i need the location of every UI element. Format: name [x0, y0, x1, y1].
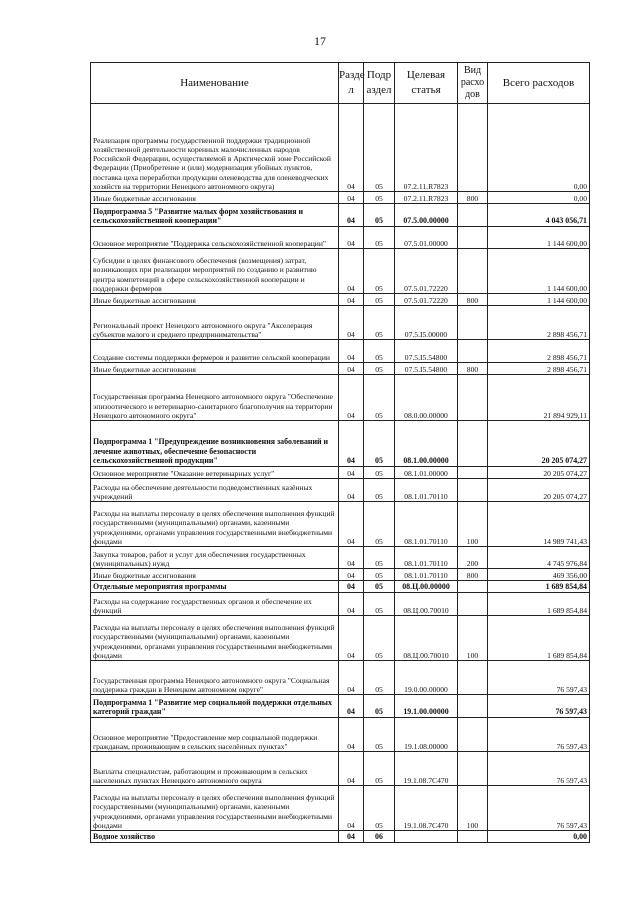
- row-target-article-cell: 19.0.00.00000: [395, 661, 458, 695]
- table-row: [91, 363, 590, 375]
- row-podrazdel-cell: 05: [364, 249, 395, 294]
- row-target-article-cell: 08.1.01.70110: [395, 569, 458, 581]
- row-name-cell: Водное хозяйство: [91, 831, 339, 843]
- row-total-cell: 4 043 056,71: [488, 204, 590, 227]
- row-razdel-cell: 04: [339, 695, 364, 718]
- row-razdel-cell: 04: [339, 104, 364, 192]
- row-target-article-cell: 08.0.00.00000: [395, 375, 458, 421]
- row-expense-type-cell: [458, 306, 488, 340]
- row-name-cell: Основное мероприятие "Оказание ветеринарных услуг": [91, 467, 339, 479]
- row-name-cell: Расходы на выплаты персоналу в целях обеспечения выполнения функций государственными (муниципальными) органами, казенными учреждениями, органами управления государственными внебюджетными фондами: [91, 502, 339, 547]
- row-podrazdel-cell: 05: [364, 581, 395, 593]
- row-podrazdel-cell: 05: [364, 752, 395, 786]
- row-name-cell: Иные бюджетные ассигнования: [91, 569, 339, 581]
- row-razdel-cell: 04: [339, 467, 364, 479]
- header-target-article: Целевая статья: [395, 63, 458, 104]
- row-total-cell: 2 898 456,71: [488, 306, 590, 340]
- row-expense-type-cell: [458, 204, 488, 227]
- row-podrazdel-cell: 05: [364, 661, 395, 695]
- row-razdel-cell: 04: [339, 547, 364, 569]
- row-razdel-cell: 04: [339, 192, 364, 204]
- row-razdel-cell: 04: [339, 661, 364, 695]
- row-expense-type-cell: [458, 581, 488, 593]
- row-razdel-cell: 04: [339, 227, 364, 249]
- row-razdel-cell: 04: [339, 479, 364, 502]
- row-name-cell: Расходы на содержание государственных органов и обеспечение их функций: [91, 593, 339, 616]
- budget-table: [90, 62, 590, 843]
- table-body: [91, 104, 590, 843]
- row-name-cell: Отдельные мероприятия программы: [91, 581, 339, 593]
- row-podrazdel-cell: 05: [364, 718, 395, 752]
- row-name-cell: Подпрограмма 1 "Развитие мер социальной поддержки отдельных категорий граждан": [91, 695, 339, 718]
- row-podrazdel-cell: 05: [364, 593, 395, 616]
- row-expense-type-cell: [458, 340, 488, 363]
- row-expense-type-cell: 100: [458, 616, 488, 661]
- row-razdel-cell: 04: [339, 569, 364, 581]
- row-name-cell: Расходы на обеспечение деятельности подведомственных казённых учреждений: [91, 479, 339, 502]
- row-expense-type-cell: [458, 479, 488, 502]
- row-name-cell: Основное мероприятие "Предоставление мер социальной поддержки гражданам, проживающим в сельских населённых пунктах": [91, 718, 339, 752]
- table-row: [91, 340, 590, 363]
- row-target-article-cell: 07.5.I5.00000: [395, 306, 458, 340]
- row-razdel-cell: 04: [339, 249, 364, 294]
- header-razdel: Разде л: [339, 63, 364, 104]
- row-target-article-cell: 07.5.01.00000: [395, 227, 458, 249]
- row-expense-type-cell: 100: [458, 502, 488, 547]
- row-expense-type-cell: 100: [458, 786, 488, 831]
- table-row: [91, 375, 590, 421]
- row-expense-type-cell: [458, 421, 488, 467]
- table-row: [91, 569, 590, 581]
- row-total-cell: 76 597,43: [488, 752, 590, 786]
- header-total-expenses: Всего расходов: [488, 63, 590, 104]
- row-target-article-cell: 08.Ц.00.70010: [395, 593, 458, 616]
- row-podrazdel-cell: 05: [364, 363, 395, 375]
- row-total-cell: 14 989 741,43: [488, 502, 590, 547]
- row-podrazdel-cell: 05: [364, 502, 395, 547]
- row-expense-type-cell: [458, 467, 488, 479]
- row-razdel-cell: 04: [339, 786, 364, 831]
- row-total-cell: 1 144 600,00: [488, 227, 590, 249]
- row-expense-type-cell: 800: [458, 363, 488, 375]
- page-number: 17: [314, 34, 326, 48]
- row-total-cell: 4 745 976,84: [488, 547, 590, 569]
- row-target-article-cell: 08.1.01.00000: [395, 467, 458, 479]
- table-row: [91, 581, 590, 593]
- row-podrazdel-cell: 05: [364, 569, 395, 581]
- row-razdel-cell: 04: [339, 616, 364, 661]
- table-row: [91, 467, 590, 479]
- header-expense-type: Вид расхо дов: [458, 63, 488, 104]
- row-name-cell: Реализация программы государственной поддержки традиционной хозяйственной деятельности коренных малочисленных народов Российской Федерации, осуществляемой в Арктической зоне Российской Федерации (Приобретение и (или) модернизация убойных пунктов, поставка цеха переработки продукции оленеводства для оленеводческих хозяйств на территории Ненецкого автономного округа): [91, 104, 339, 192]
- row-name-cell: Подпрограмма 5 "Развитие малых форм хозяйствования и сельскохозяйственной кооперации": [91, 204, 339, 227]
- row-target-article-cell: 08.1.01.70110: [395, 502, 458, 547]
- row-razdel-cell: 04: [339, 718, 364, 752]
- row-name-cell: Иные бюджетные ассигнования: [91, 363, 339, 375]
- table-row: [91, 227, 590, 249]
- row-target-article-cell: 07.2.11.R7823: [395, 192, 458, 204]
- row-expense-type-cell: [458, 695, 488, 718]
- table-row: [91, 192, 590, 204]
- table-row: [91, 718, 590, 752]
- row-expense-type-cell: [458, 831, 488, 843]
- row-total-cell: 20 205 074,27: [488, 479, 590, 502]
- row-name-cell: Создание системы поддержки фермеров и развитие сельской кооперации: [91, 340, 339, 363]
- row-name-cell: Закупка товаров, работ и услуг для обеспечения государственных (муниципальных) нужд: [91, 547, 339, 569]
- row-razdel-cell: 04: [339, 502, 364, 547]
- row-podrazdel-cell: 05: [364, 227, 395, 249]
- row-total-cell: 76 597,43: [488, 786, 590, 831]
- row-razdel-cell: 04: [339, 306, 364, 340]
- row-total-cell: 20 205 074,27: [488, 421, 590, 467]
- table-row: [91, 616, 590, 661]
- table-row: [91, 479, 590, 502]
- row-total-cell: 2 898 456,71: [488, 340, 590, 363]
- row-name-cell: Иные бюджетные ассигнования: [91, 294, 339, 306]
- row-name-cell: Иные бюджетные ассигнования: [91, 192, 339, 204]
- table-row: [91, 204, 590, 227]
- row-razdel-cell: 04: [339, 421, 364, 467]
- row-razdel-cell: 04: [339, 831, 364, 843]
- row-name-cell: Расходы на выплаты персоналу в целях обеспечения выполнения функций государственными (муниципальными) органами, казенными учреждениями, органами управления государственными внебюджетными фондами: [91, 616, 339, 661]
- row-expense-type-cell: 800: [458, 294, 488, 306]
- row-name-cell: Государственная программа Ненецкого автономного округа "Социальная поддержка граждан в Ненецком автономном округе": [91, 661, 339, 695]
- row-expense-type-cell: [458, 718, 488, 752]
- row-podrazdel-cell: 05: [364, 375, 395, 421]
- row-razdel-cell: 04: [339, 204, 364, 227]
- table-row: [91, 661, 590, 695]
- table-row: [91, 752, 590, 786]
- row-podrazdel-cell: 05: [364, 547, 395, 569]
- row-razdel-cell: 04: [339, 375, 364, 421]
- row-target-article-cell: 07.5.I5.54800: [395, 363, 458, 375]
- row-total-cell: 21 894 929,11: [488, 375, 590, 421]
- row-name-cell: Подпрограмма 1 "Предупреждение возникновения заболеваний и лечение животных, обеспечение безопасности сельскохозяйственной продукции": [91, 421, 339, 467]
- row-podrazdel-cell: 05: [364, 421, 395, 467]
- row-total-cell: 76 597,43: [488, 695, 590, 718]
- row-total-cell: 20 205 074,27: [488, 467, 590, 479]
- row-total-cell: 1 689 854,84: [488, 616, 590, 661]
- table-row: [91, 502, 590, 547]
- row-podrazdel-cell: 05: [364, 294, 395, 306]
- row-expense-type-cell: 200: [458, 547, 488, 569]
- table-row: [91, 306, 590, 340]
- table-row: [91, 294, 590, 306]
- row-expense-type-cell: 800: [458, 192, 488, 204]
- row-name-cell: Выплаты специалистам, работающим и проживающим в сельских населенных пунктах Ненецкого автономного округа: [91, 752, 339, 786]
- row-target-article-cell: [395, 831, 458, 843]
- table-row: [91, 831, 590, 843]
- row-target-article-cell: 07.2.11.R7823: [395, 104, 458, 192]
- table-row: [91, 249, 590, 294]
- row-name-cell: Расходы на выплаты персоналу в целях обеспечения выполнения функций государственными (муниципальными) органами, казенными учреждениями, органами управления государственными внебюджетными фондами: [91, 786, 339, 831]
- table-row: [91, 695, 590, 718]
- row-expense-type-cell: [458, 661, 488, 695]
- row-podrazdel-cell: 05: [364, 104, 395, 192]
- row-total-cell: 2 898 456,71: [488, 363, 590, 375]
- row-target-article-cell: 19.1.00.00000: [395, 695, 458, 718]
- row-podrazdel-cell: 05: [364, 204, 395, 227]
- row-podrazdel-cell: 05: [364, 695, 395, 718]
- row-target-article-cell: 07.5.01.72220: [395, 249, 458, 294]
- row-target-article-cell: 08.1.01.70110: [395, 479, 458, 502]
- row-total-cell: 1 689 854,84: [488, 593, 590, 616]
- row-podrazdel-cell: 06: [364, 831, 395, 843]
- row-target-article-cell: 07.5.01.72220: [395, 294, 458, 306]
- row-target-article-cell: 19.1.08.7С470: [395, 786, 458, 831]
- row-target-article-cell: 08.Ц.00.00000: [395, 581, 458, 593]
- row-target-article-cell: 19.1.08.00000: [395, 718, 458, 752]
- row-target-article-cell: 08.Ц.00.70010: [395, 616, 458, 661]
- row-podrazdel-cell: 05: [364, 192, 395, 204]
- row-expense-type-cell: [458, 249, 488, 294]
- row-total-cell: 1 144 600,00: [488, 294, 590, 306]
- row-podrazdel-cell: 05: [364, 479, 395, 502]
- row-name-cell: Региональный проект Ненецкого автономного округа "Акселерация субъектов малого и среднего предпринимательства": [91, 306, 339, 340]
- row-total-cell: 1 689 854,84: [488, 581, 590, 593]
- table-row: [91, 786, 590, 831]
- row-expense-type-cell: [458, 375, 488, 421]
- row-total-cell: 1 144 600,00: [488, 249, 590, 294]
- table-row: [91, 593, 590, 616]
- row-total-cell: 0,00: [488, 831, 590, 843]
- row-podrazdel-cell: 05: [364, 616, 395, 661]
- row-expense-type-cell: 800: [458, 569, 488, 581]
- header-name: Наименование: [91, 63, 339, 104]
- row-expense-type-cell: [458, 104, 488, 192]
- row-target-article-cell: 07.5.I5.54800: [395, 340, 458, 363]
- row-razdel-cell: 04: [339, 340, 364, 363]
- row-target-article-cell: 19.1.08.7С470: [395, 752, 458, 786]
- table-row: [91, 104, 590, 192]
- row-name-cell: Государственная программа Ненецкого автономного округа "Обеспечение эпизоотического и ветеринарно-санитарного благополучия на территории Ненецкого автономного округа": [91, 375, 339, 421]
- table-row: [91, 421, 590, 467]
- row-razdel-cell: 04: [339, 294, 364, 306]
- row-razdel-cell: 04: [339, 752, 364, 786]
- row-name-cell: Основное мероприятие "Поддержка сельскохозяйственной кооперации": [91, 227, 339, 249]
- row-total-cell: 76 597,43: [488, 661, 590, 695]
- row-podrazdel-cell: 05: [364, 340, 395, 363]
- row-total-cell: 0,00: [488, 104, 590, 192]
- row-target-article-cell: 08.1.01.70110: [395, 547, 458, 569]
- row-razdel-cell: 04: [339, 363, 364, 375]
- row-expense-type-cell: [458, 593, 488, 616]
- row-razdel-cell: 04: [339, 593, 364, 616]
- row-total-cell: 469 356,00: [488, 569, 590, 581]
- row-podrazdel-cell: 05: [364, 306, 395, 340]
- row-total-cell: 0,00: [488, 192, 590, 204]
- row-total-cell: 76 597,43: [488, 718, 590, 752]
- row-podrazdel-cell: 05: [364, 467, 395, 479]
- row-expense-type-cell: [458, 227, 488, 249]
- header-podrazdel: Подр аздел: [364, 63, 395, 104]
- row-target-article-cell: 07.5.00.00000: [395, 204, 458, 227]
- table-row: [91, 547, 590, 569]
- row-razdel-cell: 04: [339, 581, 364, 593]
- row-name-cell: Субсидии в целях финансового обеспечения (возмещения) затрат, возникающих при реализации мероприятий по созданию и развитию центра компетенций в сфере сельскохозяйственной кооперации и поддержки фермеров: [91, 249, 339, 294]
- table-header-row: [91, 63, 590, 104]
- row-podrazdel-cell: 05: [364, 786, 395, 831]
- row-target-article-cell: 08.1.00.00000: [395, 421, 458, 467]
- row-expense-type-cell: [458, 752, 488, 786]
